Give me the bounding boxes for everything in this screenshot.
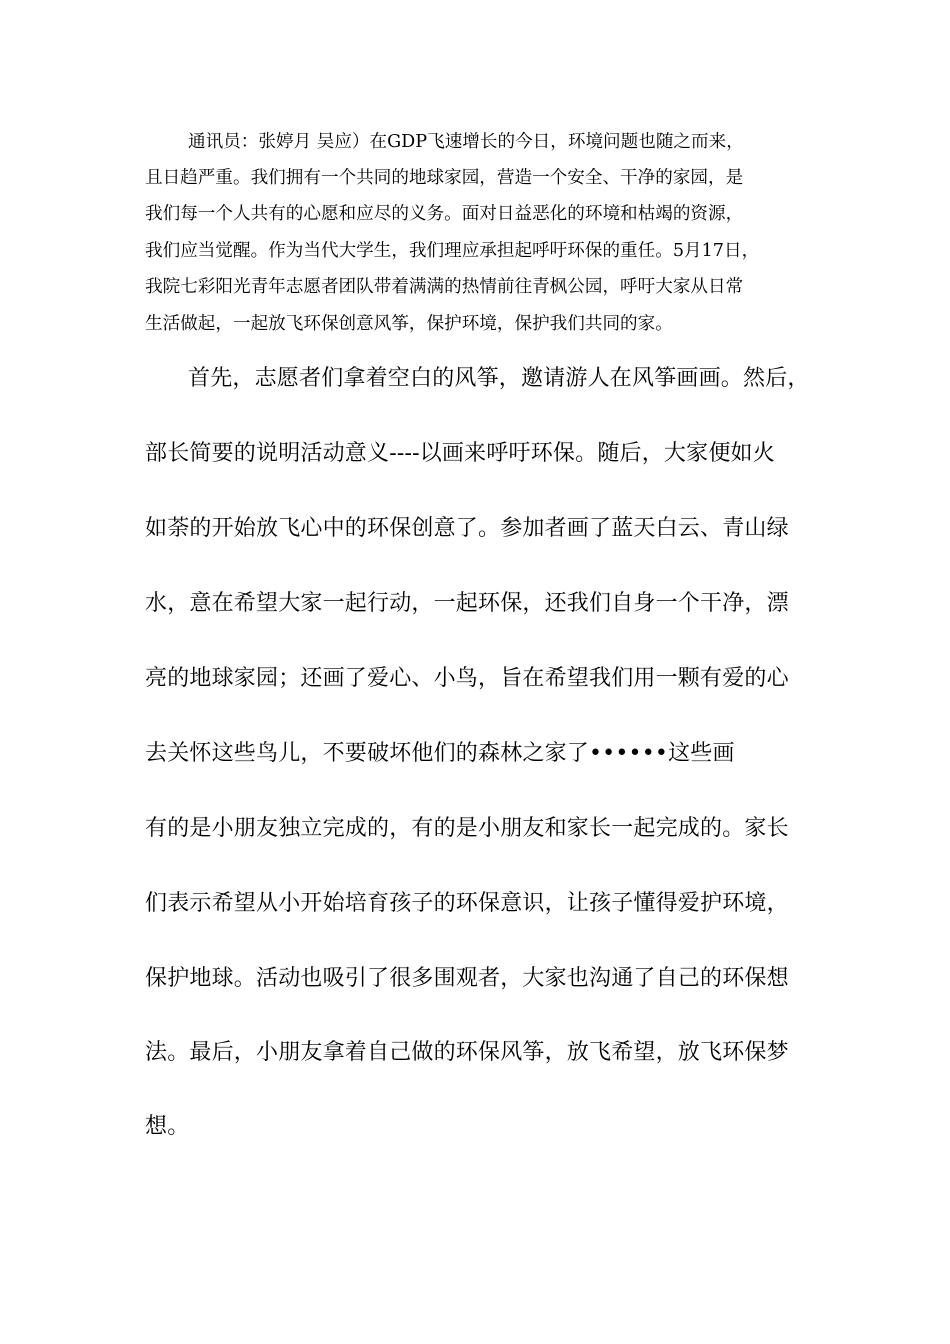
text-line: 部长简要的说明活动意义----以画来呼吁环保。随后，大家便如火: [145, 441, 775, 466]
text-line: 去关怀这些鸟儿，不要破坏他们的森林之家了••••••这些画: [145, 741, 735, 766]
text-line: 如荼的开始放飞心中的环保创意了。参加者画了蓝天白云、青山绿: [145, 516, 789, 541]
text-line: 生活做起，一起放飞环保创意风筝，保护环境，保护我们共同的家。: [145, 314, 673, 334]
text-line: 水，意在希望大家一起行动，一起环保，还我们自身一个干净，漂: [145, 591, 789, 616]
text-line: 亮的地球家园；还画了爱心、小鸟，旨在希望我们用一颗有爱的心: [145, 666, 789, 691]
text-line: 通讯员：张婷月 吴应）在GDP飞速增长的今日，环境问题也随之而来，: [188, 132, 744, 152]
text-line: 我们应当觉醒。作为当代大学生，我们理应承担起呼吁环保的重任。5月17日，: [145, 241, 760, 261]
text-line: 我们每一个人共有的心愿和应尽的义务。面对日益恶化的环境和枯竭的资源，: [145, 204, 744, 224]
text-line: 首先，志愿者们拿着空白的风筝，邀请游人在风筝画画。然后，: [188, 366, 810, 391]
text-line: 们表示希望从小开始培育孩子的环保意识，让孩子懂得爱护环境，: [145, 891, 789, 916]
text-line: 我院七彩阳光青年志愿者团队带着满满的热情前往青枫公园，呼吁大家从日常: [145, 277, 744, 297]
text-line: 有的是小朋友独立完成的，有的是小朋友和家长一起完成的。家长: [145, 816, 789, 841]
text-line: 保护地球。活动也吸引了很多围观者，大家也沟通了自己的环保想: [145, 966, 789, 991]
text-line: 想。: [145, 1114, 190, 1139]
text-line: 且日趋严重。我们拥有一个共同的地球家园，营造一个安全、干净的家园，是: [145, 168, 744, 188]
text-line: 法。最后，小朋友拿着自己做的环保风筝，放飞希望，放飞环保梦: [145, 1040, 789, 1065]
